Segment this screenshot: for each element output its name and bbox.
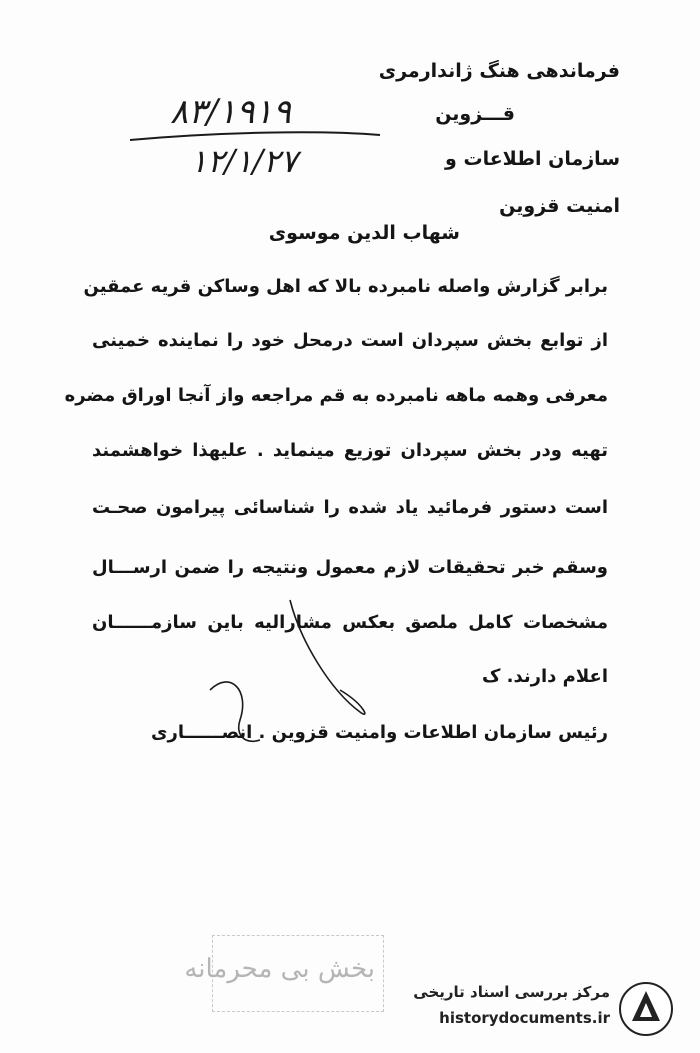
recipient-line-1: فرماندهی هنگ ژاندارمری xyxy=(378,60,620,82)
signature-line: رئیس سازمان اطلاعات وامنیت قزوین . انصــــــاری xyxy=(151,722,608,743)
sender-line-1: سازمان اطلاعات و xyxy=(445,148,620,170)
body-line: برابر گزارش واصله نامبرده بالا که اهل وساکن قریه عمقین xyxy=(83,276,608,297)
handwritten-date: ۱۲/۱/۲۷ xyxy=(190,142,298,180)
body-line: وسقم خبر تحقیقات لازم معمول ونتیجه را ضمن ارســـال xyxy=(92,557,608,578)
stamp-text: بخش بی محرمانه xyxy=(184,954,375,984)
sender-line-2: امنیت قزوین xyxy=(499,195,620,217)
archive-watermark xyxy=(402,979,682,1041)
body-line: است دستور فرمائید یاد شده را شناسائی پیرامون صحـت xyxy=(92,497,608,518)
archive-url: historydocuments.ir xyxy=(439,1009,610,1027)
archive-logo-icon xyxy=(618,981,674,1037)
archive-center-name: مرکز بررسی اسناد تاریخی xyxy=(413,983,610,1001)
body-line: تهیه ودر بخش سپردان توزیع مینماید . علیهذا خواهشمند xyxy=(92,440,608,461)
recipient-line-2: قـــزوین xyxy=(435,103,515,125)
confidential-stamp xyxy=(184,935,384,1012)
subject-name: شهاب الدین موسوی xyxy=(268,222,460,244)
body-line: از توابع بخش سپردان است درمحل خود را نماینده خمینی xyxy=(92,330,608,351)
handwritten-number: ۸۳/۱۹۱۹ xyxy=(170,92,292,132)
body-line: معرفی وهمه ماهه نامبرده به قم مراجعه واز آنجا اوراق مضره xyxy=(64,385,608,406)
body-line: مشخصات کامل ملصق بعکس مشارالیه باین سازمــــــان xyxy=(92,612,608,633)
handwritten-underline xyxy=(130,132,380,140)
body-line-closing: اعلام دارند. ک xyxy=(481,666,608,687)
